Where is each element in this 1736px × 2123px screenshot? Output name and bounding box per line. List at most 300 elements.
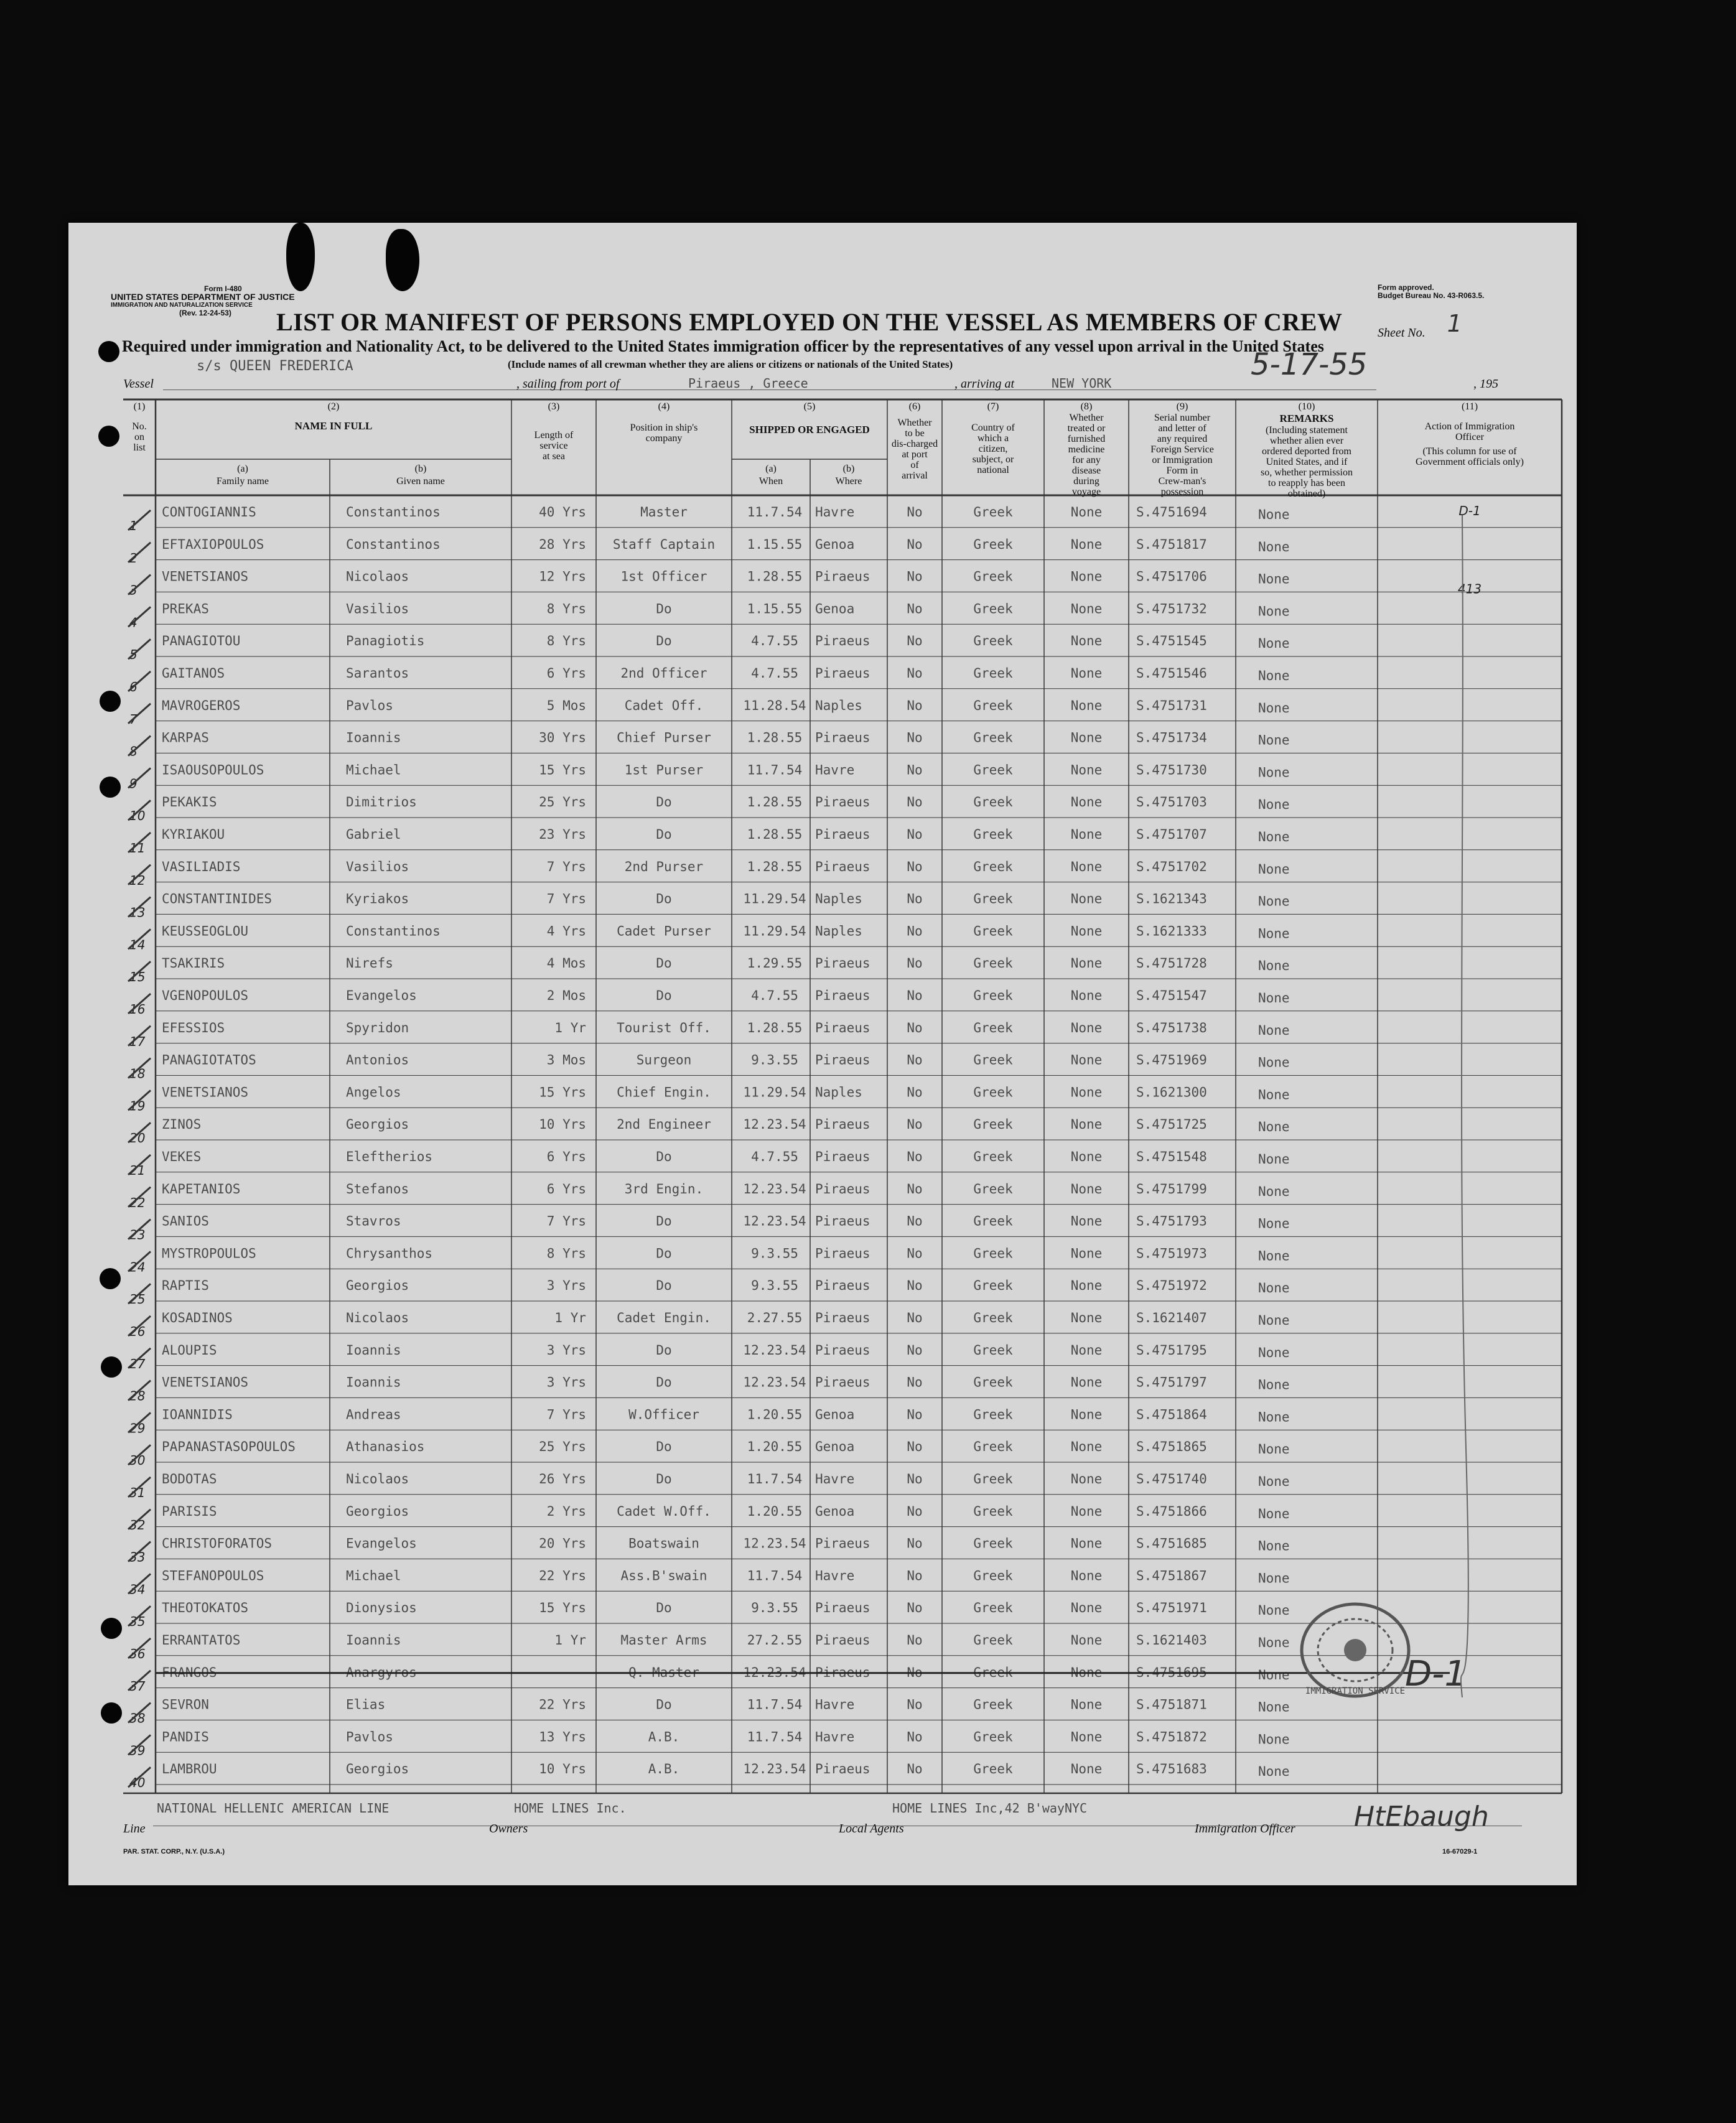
given-name: Georgios	[346, 1117, 409, 1132]
family-name: CHRISTOFORATOS	[162, 1536, 273, 1551]
serial-number: S.4751972	[1136, 1278, 1207, 1294]
crew-row	[128, 1633, 1290, 1661]
remarks: None	[1258, 1635, 1290, 1650]
crew-row	[128, 859, 1290, 888]
engaged-when: 4.7.55	[751, 988, 798, 1003]
remarks: None	[1258, 1764, 1290, 1780]
discharged: No	[907, 1407, 923, 1422]
col3-label: Length of service at sea	[534, 430, 574, 462]
family-name: PANDIS	[162, 1729, 209, 1745]
family-name: PREKAS	[162, 601, 209, 617]
remarks: None	[1258, 926, 1290, 941]
country: Greek	[973, 891, 1013, 907]
length-of-service: 26 Yrs	[539, 1472, 586, 1486]
include-note: (Include names of all crewman whether they are aliens or citizens or nationals of the United States)	[508, 358, 953, 370]
remarks: None	[1258, 1183, 1290, 1199]
crew-row	[128, 1343, 1290, 1371]
discharged: No	[907, 762, 923, 778]
serial-number: S.4751973	[1136, 1246, 1207, 1261]
row-number: 9	[129, 776, 138, 791]
engaged-when: 11.7.54	[747, 505, 803, 520]
serial-number: S.4751871	[1136, 1697, 1207, 1712]
engaged-where: Piraeus	[815, 988, 870, 1003]
given-name: Nicolaos	[346, 1472, 409, 1486]
engaged-where: Genoa	[815, 536, 855, 552]
medical-treatment: None	[1070, 827, 1103, 842]
given-name: Ioannis	[346, 1342, 401, 1358]
engaged-where: Piraeus	[815, 1278, 870, 1294]
engaged-when: 9.3.55	[751, 1278, 798, 1294]
country: Greek	[973, 1407, 1013, 1422]
position: Do	[656, 827, 672, 842]
country: Greek	[973, 505, 1013, 520]
col2-label: NAME IN FULL	[294, 420, 373, 432]
medical-treatment: None	[1070, 1181, 1103, 1197]
col10-label: REMARKS	[1279, 413, 1334, 424]
discharged: No	[907, 633, 923, 649]
country: Greek	[973, 1052, 1013, 1068]
medical-treatment: None	[1070, 1761, 1103, 1777]
crew-row	[128, 698, 1290, 727]
engaged-where: Naples	[815, 923, 862, 939]
position: Do	[656, 1600, 672, 1616]
length-of-service: 3 Yrs	[546, 1342, 586, 1358]
country: Greek	[973, 1246, 1013, 1261]
row-number: 17	[129, 1034, 146, 1049]
country: Greek	[973, 1310, 1013, 1325]
country: Greek	[973, 1503, 1013, 1519]
serial-number: S.4751546	[1136, 666, 1207, 681]
given-name: Antonios	[346, 1052, 409, 1068]
given-name: Dionysios	[346, 1600, 417, 1616]
remarks: None	[1258, 1570, 1290, 1586]
country: Greek	[973, 601, 1013, 617]
remarks: None	[1258, 1119, 1290, 1135]
family-name: ZINOS	[162, 1117, 202, 1132]
crew-row	[128, 1407, 1290, 1435]
country: Greek	[973, 1568, 1013, 1584]
sailing-label: , sailing from port of	[516, 377, 620, 391]
sailing-port: Piraeus , Greece	[688, 376, 808, 391]
row-number: 29	[129, 1421, 146, 1436]
length-of-service: 4 Yrs	[546, 923, 586, 939]
country: Greek	[973, 956, 1013, 971]
form-approved: Form approved.	[1378, 283, 1434, 292]
crew-row	[128, 569, 1482, 598]
discharged: No	[907, 536, 923, 552]
crew-row	[128, 503, 1481, 533]
family-name: IOANNIDIS	[162, 1407, 233, 1422]
remarks: None	[1258, 1022, 1290, 1038]
officer-signature: HtEbaugh	[1354, 1801, 1489, 1832]
position: Ass.B'swain	[620, 1568, 707, 1584]
agents-label: Local Agents	[839, 1822, 904, 1836]
given-name: Constantinos	[346, 923, 441, 939]
engaged-when: 12.23.54	[743, 1664, 806, 1680]
serial-number: S.4751728	[1136, 956, 1207, 971]
given-name: Evangelos	[346, 988, 417, 1003]
serial-number: S.4751694	[1136, 505, 1207, 520]
serial-number: S.1621407	[1136, 1310, 1207, 1325]
engaged-where: Piraeus	[815, 1633, 870, 1648]
col8-number: (8)	[1080, 401, 1093, 412]
family-name: VASILIADIS	[162, 859, 241, 874]
country: Greek	[973, 730, 1013, 745]
discharged: No	[907, 730, 923, 745]
row-number: 21	[129, 1163, 146, 1178]
col4-number: (4)	[658, 401, 670, 412]
family-name: EFTAXIOPOULOS	[162, 536, 264, 552]
engaged-where: Piraeus	[815, 859, 870, 874]
engaged-when: 1.15.55	[747, 536, 803, 552]
col2b-label: Given name	[396, 476, 445, 487]
position: Do	[656, 956, 672, 971]
remarks: None	[1258, 604, 1290, 619]
engaged-when: 12.23.54	[743, 1536, 806, 1551]
revision: (Rev. 12-24-53)	[179, 309, 231, 317]
family-name: PARISIS	[162, 1503, 217, 1519]
officer-action: D-1	[1458, 503, 1481, 518]
family-name: ISAOUSOPOULOS	[162, 762, 264, 778]
officer-action: 413	[1457, 581, 1482, 597]
given-name: Kyriakos	[346, 891, 409, 907]
crew-row	[128, 1472, 1290, 1500]
length-of-service: 7 Yrs	[546, 1213, 586, 1229]
discharged: No	[907, 1439, 923, 1455]
engaged-where: Naples	[815, 891, 862, 907]
length-of-service: 1 Yr	[554, 1020, 586, 1035]
position: Cadet Engin.	[617, 1310, 711, 1325]
family-name: EFESSIOS	[162, 1020, 225, 1035]
country: Greek	[973, 827, 1013, 842]
remarks: None	[1258, 1538, 1290, 1554]
engaged-when: 11.7.54	[747, 1697, 803, 1712]
engaged-when: 12.23.54	[743, 1342, 806, 1358]
country: Greek	[973, 1697, 1013, 1712]
crew-row	[128, 1568, 1290, 1597]
family-name: MAVROGEROS	[162, 698, 241, 713]
family-name: THEOTOKATOS	[162, 1600, 249, 1616]
department: UNITED STATES DEPARTMENT OF JUSTICE	[111, 292, 295, 302]
sheet-number: 1	[1447, 310, 1462, 337]
country: Greek	[973, 1729, 1013, 1745]
engaged-when: 1.28.55	[747, 1020, 803, 1035]
vertical-pencil-line	[1444, 515, 1481, 1697]
col11-number: (11)	[1461, 401, 1478, 412]
country: Greek	[973, 1761, 1013, 1777]
given-name: Constantinos	[346, 536, 441, 552]
engaged-when: 12.23.54	[743, 1117, 806, 1132]
discharged: No	[907, 1278, 923, 1294]
position: Q. Master	[628, 1664, 699, 1680]
year-suffix: , 195	[1473, 377, 1498, 391]
medical-treatment: None	[1070, 1213, 1103, 1229]
serial-number: S.4751548	[1136, 1149, 1207, 1164]
col2b-number: (b)	[414, 464, 427, 474]
medical-treatment: None	[1070, 1278, 1103, 1294]
row-number: 5	[129, 647, 138, 663]
country: Greek	[973, 762, 1013, 778]
medical-treatment: None	[1070, 1310, 1103, 1325]
length-of-service: 8 Yrs	[546, 633, 586, 649]
engaged-where: Piraeus	[815, 1213, 870, 1229]
medical-treatment: None	[1070, 1536, 1103, 1551]
discharged: No	[907, 827, 923, 842]
row-number: 15	[129, 969, 146, 985]
engaged-when: 11.7.54	[747, 762, 803, 778]
position: Chief Engin.	[617, 1085, 711, 1100]
row-number: 12	[129, 872, 146, 888]
engaged-when: 9.3.55	[751, 1600, 798, 1616]
crew-row	[128, 730, 1290, 759]
immigration-stamp	[1293, 1594, 1417, 1706]
crew-row	[128, 795, 1290, 823]
given-name: Eleftherios	[346, 1149, 433, 1164]
position: Master	[640, 505, 688, 520]
given-name: Evangelos	[346, 1536, 417, 1551]
serial-number: S.1621343	[1136, 891, 1207, 907]
discharged: No	[907, 1729, 923, 1745]
crew-row	[128, 1375, 1290, 1404]
given-name: Ioannis	[346, 1633, 401, 1648]
remarks: None	[1258, 765, 1290, 780]
position: Master Arms	[620, 1633, 707, 1648]
crew-row	[128, 1665, 1450, 1694]
col11-label: Action of Immigration Officer	[1424, 421, 1515, 442]
engaged-where: Piraeus	[815, 1117, 870, 1132]
discharged: No	[907, 859, 923, 874]
family-name: VENETSIANOS	[162, 1374, 249, 1390]
family-name: TSAKIRIS	[162, 956, 225, 971]
serial-number: S.1621403	[1136, 1633, 1207, 1648]
remarks: None	[1258, 894, 1290, 909]
remarks: None	[1258, 1506, 1290, 1521]
position: Do	[656, 1374, 672, 1390]
position: 3rd Engin.	[624, 1181, 704, 1197]
given-name: Georgios	[346, 1278, 409, 1294]
medical-treatment: None	[1070, 1342, 1103, 1358]
length-of-service: 3 Yrs	[546, 1278, 586, 1294]
remarks: None	[1258, 507, 1290, 522]
row-number: 19	[129, 1098, 146, 1114]
row-number: 14	[129, 937, 146, 953]
country: Greek	[973, 923, 1013, 939]
discharged: No	[907, 1085, 923, 1100]
crew-row	[128, 892, 1290, 920]
crew-row	[128, 1117, 1290, 1145]
given-name: Elias	[346, 1697, 386, 1712]
medical-treatment: None	[1070, 1374, 1103, 1390]
engaged-where: Piraeus	[815, 1181, 870, 1197]
discharged: No	[907, 666, 923, 681]
length-of-service: 25 Yrs	[539, 795, 586, 810]
given-name: Chrysanthos	[346, 1246, 433, 1261]
engaged-where: Piraeus	[815, 633, 870, 649]
remarks: None	[1258, 1152, 1290, 1167]
country: Greek	[973, 1633, 1013, 1648]
remarks: None	[1258, 1345, 1290, 1360]
country: Greek	[973, 1600, 1013, 1616]
length-of-service: 13 Yrs	[539, 1729, 586, 1745]
crew-row	[128, 762, 1290, 791]
serial-number: S.4751547	[1136, 988, 1207, 1003]
engaged-when: 1.20.55	[747, 1407, 803, 1422]
serial-number: S.4751797	[1136, 1374, 1207, 1390]
country: Greek	[973, 666, 1013, 681]
remarks: None	[1258, 1409, 1290, 1425]
family-name: KAPETANIOS	[162, 1181, 241, 1197]
position: Tourist Off.	[617, 1020, 711, 1035]
serial-number: S.4751817	[1136, 536, 1207, 552]
family-name: ERRANTATOS	[162, 1633, 241, 1648]
given-name: Spyridon	[346, 1020, 409, 1035]
country: Greek	[973, 1472, 1013, 1486]
discharged: No	[907, 1213, 923, 1229]
family-name: PANAGIOTOU	[162, 633, 241, 649]
position: Do	[656, 1472, 672, 1486]
crew-row	[128, 1182, 1290, 1210]
position: Do	[656, 1697, 672, 1712]
col1-number: (1)	[133, 401, 146, 412]
crew-row	[128, 1310, 1290, 1339]
medical-treatment: None	[1070, 1664, 1103, 1680]
engaged-when: 11.7.54	[747, 1472, 803, 1486]
remarks: None	[1258, 1087, 1290, 1103]
remarks: None	[1258, 1603, 1290, 1618]
medical-treatment: None	[1070, 956, 1103, 971]
country: Greek	[973, 569, 1013, 584]
country: Greek	[973, 859, 1013, 874]
remarks: None	[1258, 1474, 1290, 1489]
serial-number: S.4751799	[1136, 1181, 1207, 1197]
serial-number: S.4751730	[1136, 762, 1207, 778]
given-name: Dimitrios	[346, 795, 417, 810]
position: Do	[656, 601, 672, 617]
remarks: None	[1258, 636, 1290, 651]
col5a-number: (a)	[765, 464, 777, 474]
row-number: 22	[129, 1195, 146, 1210]
serial-number: S.4751971	[1136, 1600, 1207, 1616]
engaged-where: Genoa	[815, 1439, 855, 1455]
family-name: KEUSSEOGLOU	[162, 923, 249, 939]
given-name: Angelos	[346, 1085, 401, 1100]
position: Do	[656, 1213, 672, 1229]
length-of-service: 20 Yrs	[539, 1536, 586, 1551]
arriving-port: NEW YORK	[1052, 376, 1112, 391]
engaged-where: Piraeus	[815, 1761, 870, 1777]
engaged-where: Piraeus	[815, 827, 870, 842]
country: Greek	[973, 1374, 1013, 1390]
engaged-where: Piraeus	[815, 666, 870, 681]
crew-row	[128, 1697, 1290, 1726]
discharged: No	[907, 1664, 923, 1680]
length-of-service: 8 Yrs	[546, 1246, 586, 1261]
given-name: Georgios	[346, 1503, 409, 1519]
length-of-service: 22 Yrs	[539, 1697, 586, 1712]
position: W.Officer	[628, 1407, 699, 1422]
length-of-service: 12 Yrs	[539, 569, 586, 584]
vessel-label: Vessel	[123, 377, 154, 391]
serial-number: S.4751703	[1136, 795, 1207, 810]
length-of-service: 1 Yr	[554, 1633, 586, 1648]
col6-number: (6)	[908, 401, 921, 412]
line-name: NATIONAL HELLENIC AMERICAN LINE	[157, 1801, 390, 1816]
discharged: No	[907, 1568, 923, 1584]
engaged-when: 1.28.55	[747, 795, 803, 810]
given-name: Pavlos	[346, 698, 393, 713]
length-of-service: 28 Yrs	[539, 536, 586, 552]
col6-label: Whether to be dis-charged at port of arrival	[891, 418, 938, 481]
medical-treatment: None	[1070, 1568, 1103, 1584]
discharged: No	[907, 1600, 923, 1616]
family-name: SEVRON	[162, 1697, 209, 1712]
family-name: CONTOGIANNIS	[162, 505, 256, 520]
remarks: None	[1258, 1732, 1290, 1747]
row-number: 30	[129, 1453, 146, 1468]
position: Staff Captain	[612, 536, 716, 552]
length-of-service: 23 Yrs	[539, 827, 586, 842]
position: Cadet Purser	[617, 923, 711, 939]
country: Greek	[973, 1117, 1013, 1132]
serial-number: S.4751706	[1136, 569, 1207, 584]
row-number: 11	[129, 841, 146, 856]
length-of-service: 22 Yrs	[539, 1568, 586, 1584]
engaged-where: Havre	[815, 1729, 855, 1745]
remarks: None	[1258, 668, 1290, 683]
given-name: Vasilios	[346, 859, 409, 874]
crew-row	[128, 1536, 1290, 1565]
discharged: No	[907, 1052, 923, 1068]
engaged-where: Havre	[815, 1472, 855, 1486]
given-name: Vasilios	[346, 601, 409, 617]
engaged-where: Piraeus	[815, 795, 870, 810]
discharged: No	[907, 1149, 923, 1164]
row-number: 25	[129, 1292, 146, 1307]
given-name: Pavlos	[346, 1729, 393, 1745]
engaged-where: Piraeus	[815, 1052, 870, 1068]
engaged-where: Naples	[815, 698, 862, 713]
row-number: 31	[129, 1485, 146, 1500]
col10-note: (Including statement whether alien ever ordered deported from United States, and if so, whether permission to reapply has been obtained)	[1261, 425, 1353, 499]
position: Do	[656, 633, 672, 649]
discharged: No	[907, 1374, 923, 1390]
engaged-when: 11.29.54	[743, 923, 806, 939]
row-number: 20	[129, 1131, 146, 1146]
discharged: No	[907, 988, 923, 1003]
position: A.B.	[648, 1761, 680, 1777]
length-of-service: 15 Yrs	[539, 1600, 586, 1616]
serial-number: S.4751683	[1136, 1761, 1207, 1777]
row-number: 28	[129, 1388, 146, 1404]
arriving-label: , arriving at	[954, 377, 1015, 391]
medical-treatment: None	[1070, 698, 1103, 713]
serial-number: S.4751864	[1136, 1407, 1207, 1422]
row-number: 24	[129, 1259, 146, 1275]
position: Do	[656, 1246, 672, 1261]
row-number: 36	[129, 1646, 146, 1661]
family-name: VGENOPOULOS	[162, 988, 249, 1003]
crew-row	[128, 1504, 1290, 1533]
row-number: 37	[129, 1678, 146, 1694]
length-of-service: 1 Yr	[554, 1310, 586, 1325]
serial-number: S.4751969	[1136, 1052, 1207, 1068]
serial-number: S.4751740	[1136, 1472, 1207, 1486]
col4-label: Position in ship's company	[630, 422, 698, 444]
col8-label: Whether treated or furnished medicine for any disease during voyage	[1067, 413, 1106, 497]
medical-treatment: None	[1070, 1085, 1103, 1100]
medical-treatment: None	[1070, 1439, 1103, 1455]
given-name: Nicolaos	[346, 1310, 409, 1325]
